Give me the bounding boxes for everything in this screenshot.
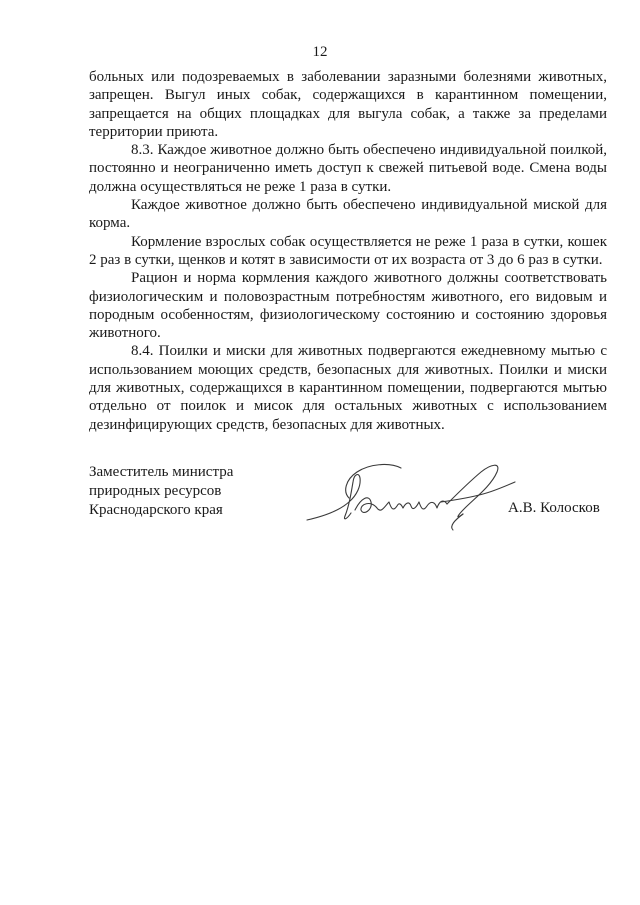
signatory-position	[89, 463, 233, 520]
document-body	[89, 68, 607, 434]
position-line: природных ресурсов	[89, 483, 222, 499]
signer-name: А.В. Колосков	[508, 500, 600, 516]
paragraph-8-4: 8.4. Поилки и миски для животных подвергаются ежедневному мытью с использованием моющих средств, безопасных для животных. Поилки и миски для животных, содержащихся в карантинном помещении, подвергаются мытью отдельно от поилок и мисок для остальных животных с использованием дезинфицирующих средств, безопасных для животных.	[89, 343, 607, 433]
handwritten-signature	[305, 458, 520, 538]
paragraph-8-3: 8.3. Каждое животное должно быть обеспечено индивидуальной поилкой, постоянно и неограниченно иметь доступ к свежей питьевой воде. Смена воды должна осуществляться не реже 1 раза в сутки.	[89, 142, 607, 195]
paragraph-ration: Рацион и норма кормления каждого животного должны соответствовать физиологическим и половозрастным потребностям животного, его видовым и породным особенностям, физиологическому состоянию и состоянию здоровья животного.	[89, 270, 607, 342]
paragraph-feeding-frequency: Кормление взрослых собак осуществляется не реже 1 раза в сутки, кошек 2 раз в сутки, щенков и котят в зависимости от их возраста от 3 до 6 раз в сутки.	[89, 233, 607, 268]
paragraph-bowl: Каждое животное должно быть обеспечено индивидуальной миской для корма.	[89, 197, 607, 232]
position-line: Заместитель министра	[89, 464, 234, 480]
paragraph-continuation: больных или подозреваемых в заболевании заразными болезнями животных, запрещен. Выгул иных собак, содержащихся в карантинном помещении, запрещается на общих площадках для выгула собак, а также за пределами территории приюта.	[89, 69, 607, 140]
page-number: 12	[312, 44, 328, 60]
position-line: Краснодарского края	[89, 502, 223, 518]
